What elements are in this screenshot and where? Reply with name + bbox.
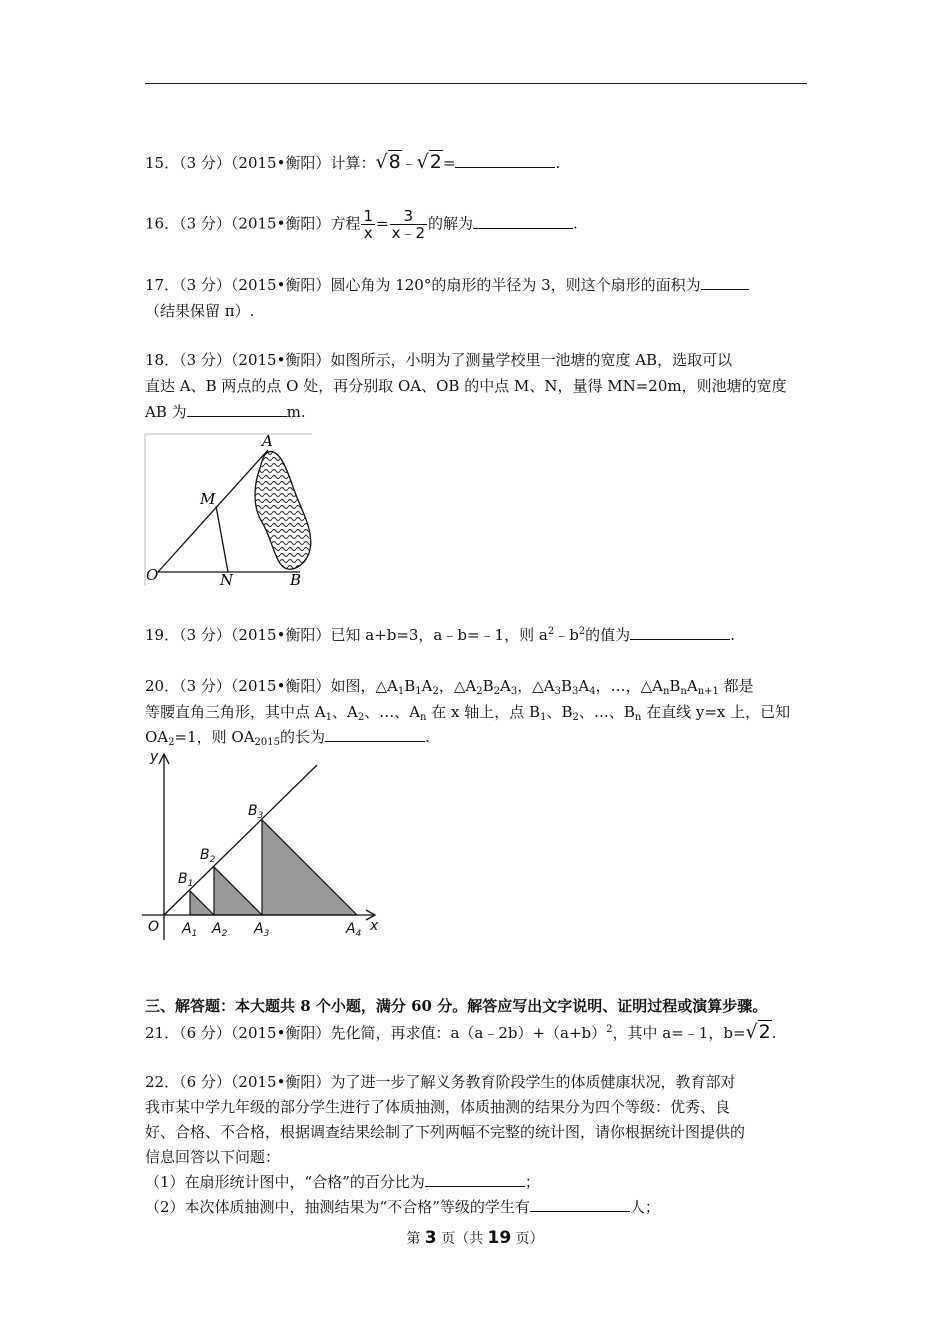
triangle-3 [262,820,357,915]
figure-pond [144,432,316,592]
question-21: 21．（6 分）（2015•衡阳）先化简，再求值：$a(a﹣2b)+(a+b)^2$，其中 a=﹣1，b=√2. [145,1021,777,1043]
label-A2: $A_2$ [212,921,228,939]
answer-blank [425,1172,525,1187]
answer-blank [187,402,287,417]
question-18: 18．（3 分）（2015•衡阳）如图所示，小明为了测量学校里一池塘的宽度 AB，选取可以 [145,351,733,369]
sqrt-8: √8 [375,151,401,173]
answer-blank [630,625,730,640]
question-15: 15．（3 分）（2015•衡阳）计算：√8﹣√2= . [145,151,561,173]
question-22-line3: 好、合格、不合格，根据调查结果绘制了下列两幅不完整的统计图，请你根据统计图提供的 [145,1123,746,1141]
figure-triangles [142,745,387,945]
label-B: B [290,571,302,589]
label-x: x [370,918,379,934]
label-A1: $A_1$ [182,921,198,939]
sqrt-2: √2 [416,151,442,173]
label-O: O [148,919,160,935]
question-20-line3: $OA_2=1$，则 $OA_{2015}$的长为 . [145,728,430,748]
triangle-2 [214,867,262,915]
fraction-3-over-x-minus-2: $\frac{3}{x﹣2}$ [391,207,425,242]
answer-blank [455,153,555,168]
question-17-line2: （结果保留 π）. [145,302,255,320]
question-17: 17．（3 分）（2015•衡阳）圆心角为 120°的扇形的半径为 3，则这个扇形的面积为 [145,275,749,295]
label-M: M [200,490,216,508]
answer-blank [701,275,749,290]
label-A3: $A_3$ [254,921,270,939]
answer-blank [473,214,573,229]
label-B1: $B_1$ [178,871,194,889]
label-O: O [146,566,159,584]
label-B2: $B_2$ [200,847,216,865]
pond-shape [255,452,311,570]
question-18-line3: AB 为 m. [145,403,306,421]
question-19: 19．（3 分）（2015•衡阳）已知 a+b=3，a﹣b=﹣1，则 $a^2﹣b^2$的值为 . [145,626,735,644]
answer-blank [530,1197,630,1212]
question-22: 22．（6 分）（2015•衡阳）为了进一步了解义务教育阶段学生的体质健康状况，教育部对 [145,1073,736,1091]
answer-blank [325,727,425,742]
section-heading: 三、解答题：本大题共 8 个小题，满分 60 分。解答应写出文字说明、证明过程或演算步骤。 [145,997,768,1015]
segment-OA [158,450,268,572]
triangle-1 [190,891,214,915]
question-22-sub1: （1）在扇形统计图中，“合格”的百分比为 ； [145,1173,540,1191]
label-B3: $B_3$ [248,803,264,821]
question-22-line2: 我市某中学九年级的部分学生进行了体质抽测，体质抽测的结果分为四个等级：优秀、良 [145,1098,731,1116]
page-number: 3 [424,1228,437,1248]
label-N: N [220,571,234,589]
question-16: 16．（3 分）（2015•衡阳）方程 $\frac{1}{x}$ = $\frac{3}{x﹣2}$ 的解为 . [145,207,578,242]
segment-MN [216,506,228,572]
fraction-1-over-x: $\frac{1}{x}$ [363,207,373,242]
label-y: y [150,749,159,765]
question-18-line2: 直达 A、B 两点的点 O 处，再分别取 OA、OB 的中点 M、N，量得 MN=20m，则池塘的宽度 [145,377,787,395]
sqrt-2: √2 [745,1021,771,1043]
question-22-line4: 信息回答以下问题： [145,1148,281,1166]
question-20: 20．（3 分）（2015•衡阳）如图，$\triangle A_1B_1A_2$，$\triangle A_2B_2A_3$，$\triangle A_3B_3A_4$，…，$\triangle A_nB_nA_{n+1}$ 都是 [145,677,754,697]
label-A: A [262,432,273,450]
page-footer: 第 3 页（共 19 页） [406,1228,544,1248]
question-22-sub2: （2）本次体质抽测中，抽测结果为“不合格”等级的学生有 人； [145,1198,660,1216]
header-rule [145,83,807,84]
question-20-line2: 等腰直角三角形，其中点 $A_1$、$A_2$、…、$A_n$ 在 x 轴上，点 $B_1$、$B_2$、…、$B_n$ 在直线 y=x 上，已知 [145,703,791,723]
total-pages: 19 [487,1228,512,1248]
label-A4: $A_4$ [346,921,362,939]
